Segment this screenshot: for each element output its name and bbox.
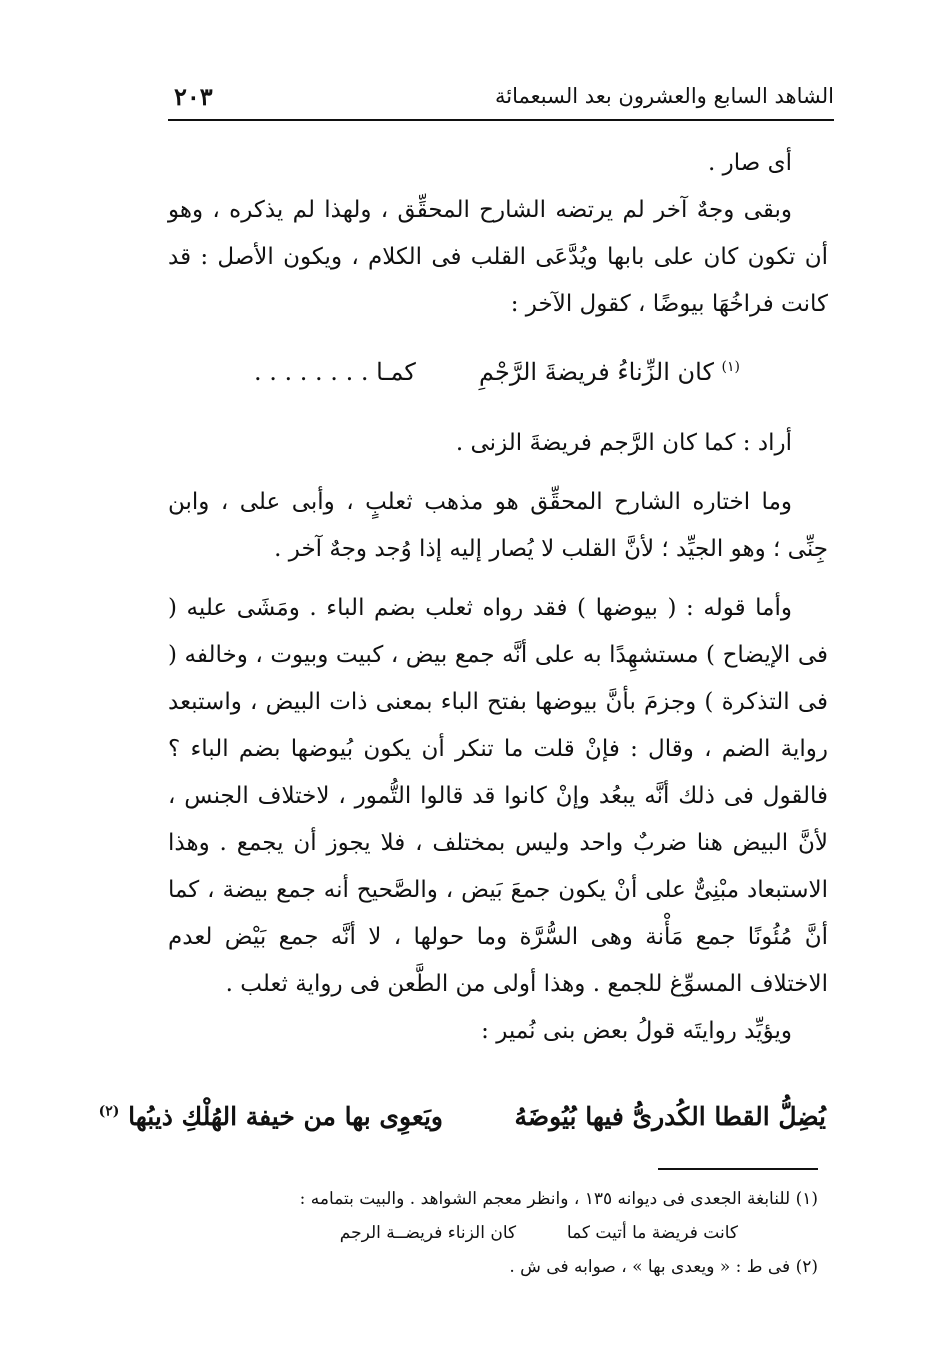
- paragraph-2: وبقى وجهٌ آخر لم يرتضه الشارح المحقِّق ، ولهذا لم يذكره ، وهو أن تكون كان على بابها ويُدَّعَى القلب فى الكلام ، ويكون الأصل : قد كانت فراخُهَا بيوضًا ، كقول الآخر :: [168, 197, 828, 317]
- paragraph-5: وأما قوله : ( بيوضها ) فقد رواه ثعلب بضم الباء . ومَشَى عليه ( فى الإيضاح ) مستشهِدًا به على أنَّه جمع بيض ، كبيت وبيوت ، وخالفه ( فى التذكرة ) وجزمَ بأنَّ بيوضها بفتح الباء بمعنى ذات البيض ، واستبعد رواية الضم ، وقال : فإنْ قلت ما تنكر أن يكون بُيوضها بضم الباء ؟ فالقول فى ذلك أنَّه يبعُد وإنْ كانوا قد قالوا التُّمور ، لاختلاف الجنس ، لأنَّ البيض هنا ضربٌ واحد وليس بمختلف ، فلا يجوز أن يجمع . وهذا الاستبعاد مبْنِىٌّ على أنْ يكون جمعَ بَيض ، والصَّحيح أنه جمع بيضة ، كما أنَّ مُئُونًا جمع مَأْنة وهى السُّرَّة وما حولها ، لا أنَّه جمع بَيْض لعدم الاختلاف المسوِّغ للجمع . وهذا أولى من الطَّعن فى رواية ثعلب .: [168, 595, 828, 997]
- body-text-top: [168, 140, 828, 328]
- footnote-1: (١) للنابغة الجعدى فى ديوانه ١٣٥ ، وانظر معجم الشواهد . والبيت بتمامه :: [299, 1189, 818, 1209]
- running-header: [168, 82, 834, 118]
- header-title: الشاهد السابع والعشرون بعد السبعمائة: [494, 84, 834, 108]
- verse1-footnote-marker: (١): [721, 359, 740, 375]
- body-text-main: [168, 420, 828, 1055]
- verse2-footnote-marker: (٢): [98, 1103, 120, 1120]
- verse2-first-hemistich: يُضِلُّ القطا الكُدرىُّ فيها بُيُوضَهُ: [514, 1102, 826, 1131]
- footnote-1-verse-first: كانت فريضة ما أتيت كما: [566, 1223, 738, 1243]
- verse1-ellipsis: . . . . . . . .: [254, 358, 369, 386]
- footnotes: [168, 1182, 818, 1284]
- footnote-1-verse: [168, 1216, 818, 1250]
- page-number: ٢٠٣: [174, 82, 213, 111]
- verse1-second-hemistich: كان الزِّناءُ فريضةَ الرَّجْمِ: [479, 358, 714, 386]
- footnote-1-verse-second: كان الزناء فريضــة الرجم: [339, 1223, 517, 1243]
- paragraph-4: وما اختاره الشارح المحقِّق هو مذهب ثعلبٍ ، وأبى على ، وابن جِنِّى ؛ وهو الجيِّد ؛ لأنَّ القلب لا يُصار إليه إذا وُجد وجهٌ آخر .: [168, 489, 828, 562]
- verse-quote-2: [98, 1102, 826, 1131]
- verse1-first-hemistich: كمـا: [376, 358, 416, 386]
- paragraph-3: أراد : كما كان الرَّجم فريضةَ الزنى .: [455, 430, 792, 456]
- verse2-second-hemistich: ويَعوِى بها من خيفة الهُلْكِ ذيبُها: [128, 1102, 444, 1131]
- verse-quote-1: [220, 358, 740, 386]
- paragraph-1: أى صار .: [708, 150, 792, 176]
- footnote-rule: [658, 1168, 818, 1170]
- header-rule: [168, 119, 834, 121]
- footnote-2: (٢) فى ط : « ويعدى بها » ، صوابه فى ش .: [509, 1257, 818, 1277]
- paragraph-6: ويؤيِّد روايتَه قولُ بعض بنى نُمير :: [481, 1018, 792, 1044]
